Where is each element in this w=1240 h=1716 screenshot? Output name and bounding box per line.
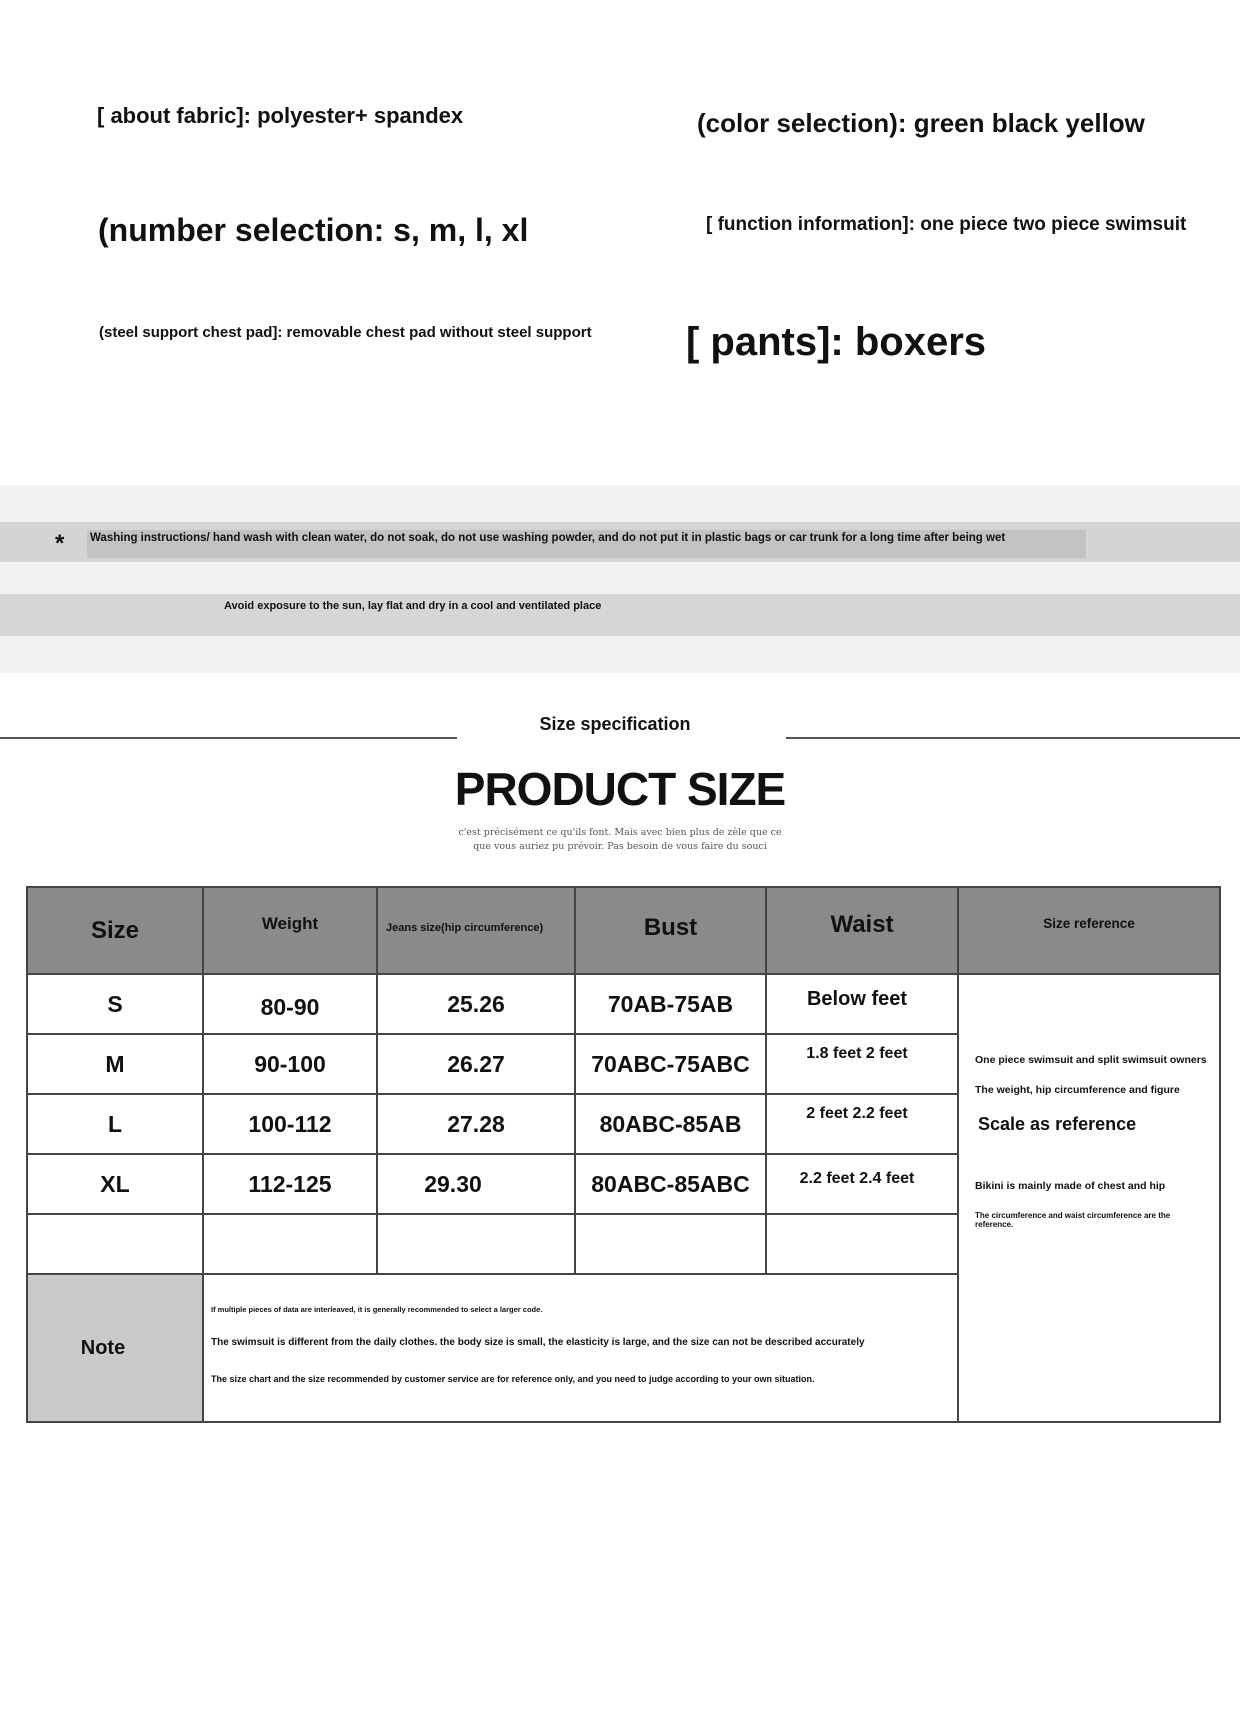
reference-line: The weight, hip circumference and figure: [975, 1084, 1180, 1096]
divider-left: [0, 737, 457, 739]
cell-size: L: [107, 1110, 123, 1137]
reference-line: Bikini is mainly made of chest and hip: [975, 1180, 1166, 1192]
header-bust: Bust: [643, 914, 698, 941]
reference-line: The circumference and waist circumference are the reference.: [975, 1211, 1171, 1229]
divider-right: [786, 737, 1240, 739]
cell-bust: 70ABC-75ABC: [591, 1050, 750, 1077]
spec-function: [ function information]: one piece two piece swimsuit: [706, 214, 1187, 235]
cell-size: XL: [100, 1170, 130, 1197]
cell-waist: 2 feet 2.2 feet: [806, 1105, 908, 1122]
spec-color: (color selection): green black yellow: [697, 108, 1145, 138]
note-line: The swimsuit is different from the daily clothes. the body size is small, the elasticity is large, and the size can not be described accurately: [211, 1337, 865, 1348]
cell-weight: 80-90: [260, 993, 320, 1020]
product-subtitle-line: c'est précisément ce qu'ils font. Mais avec bien plus de zèle que ce: [458, 827, 782, 838]
spec-steel-support: (steel support chest pad]: removable chest pad without steel support: [99, 324, 592, 341]
cell-size: S: [107, 990, 123, 1017]
drying-band: [0, 594, 1240, 636]
size-table: [26, 886, 1221, 1423]
note-line: The size chart and the size recommended by customer service are for reference only, and you need to judge according to your own situation.: [211, 1374, 815, 1384]
cell-jeans: 27.28: [447, 1110, 505, 1137]
spec-fabric: [ about fabric]: polyester+ spandex: [97, 103, 464, 128]
cell-size: M: [105, 1050, 125, 1077]
cell-waist: 1.8 feet 2 feet: [806, 1045, 908, 1062]
reference-line: One piece swimsuit and split swimsuit owners: [975, 1054, 1207, 1066]
cell-waist: 2.2 feet 2.4 feet: [799, 1170, 915, 1187]
header-weight: Weight: [261, 914, 319, 933]
cell-jeans: 25.26: [447, 990, 505, 1017]
cell-weight: 112-125: [248, 1170, 332, 1197]
section-title: Size specification: [539, 714, 691, 734]
column-divider: [957, 888, 959, 1421]
spec-number: (number selection: s, m, l, xl: [98, 212, 529, 248]
cell-bust: 80ABC-85AB: [599, 1110, 742, 1137]
header-size: Size: [90, 916, 140, 944]
cell-bust: 80ABC-85ABC: [591, 1170, 750, 1197]
cell-bust: 70AB-75AB: [607, 990, 734, 1017]
drying-instructions: Avoid exposure to the sun, lay flat and dry in a cool and ventilated place: [224, 600, 602, 612]
washing-instructions: Washing instructions/ hand wash with clean water, do not soak, do not use washing powder, and do not put it in plastic bags or car trunk for a long time after being wet: [90, 532, 1006, 544]
spec-pants: [ pants]: boxers: [686, 320, 987, 364]
cell-jeans: 29.30: [424, 1170, 482, 1197]
asterisk-icon: *: [55, 530, 65, 557]
note-line: If multiple pieces of data are interleaved, it is generally recommended to select a larger code.: [211, 1305, 543, 1314]
cell-jeans: 26.27: [447, 1050, 505, 1077]
product-subtitle-line: que vous auriez pu prévoir. Pas besoin de vous faire du souci: [473, 841, 767, 852]
note-label: Note: [80, 1336, 126, 1359]
care-background: [0, 485, 1240, 673]
header-jeans-size: Jeans size(hip circumference): [386, 922, 544, 934]
reference-line: Scale as reference: [978, 1114, 1137, 1134]
product-size-title: PRODUCT SIZE: [454, 763, 786, 815]
header-waist: Waist: [830, 911, 894, 938]
product-size-subtitle: [0, 826, 1240, 854]
cell-weight: 90-100: [254, 1050, 326, 1077]
cell-weight: 100-112: [248, 1110, 332, 1137]
header-size-reference: Size reference: [1043, 915, 1135, 931]
row-divider: [28, 1213, 957, 1215]
cell-waist: Below feet: [806, 987, 908, 1010]
